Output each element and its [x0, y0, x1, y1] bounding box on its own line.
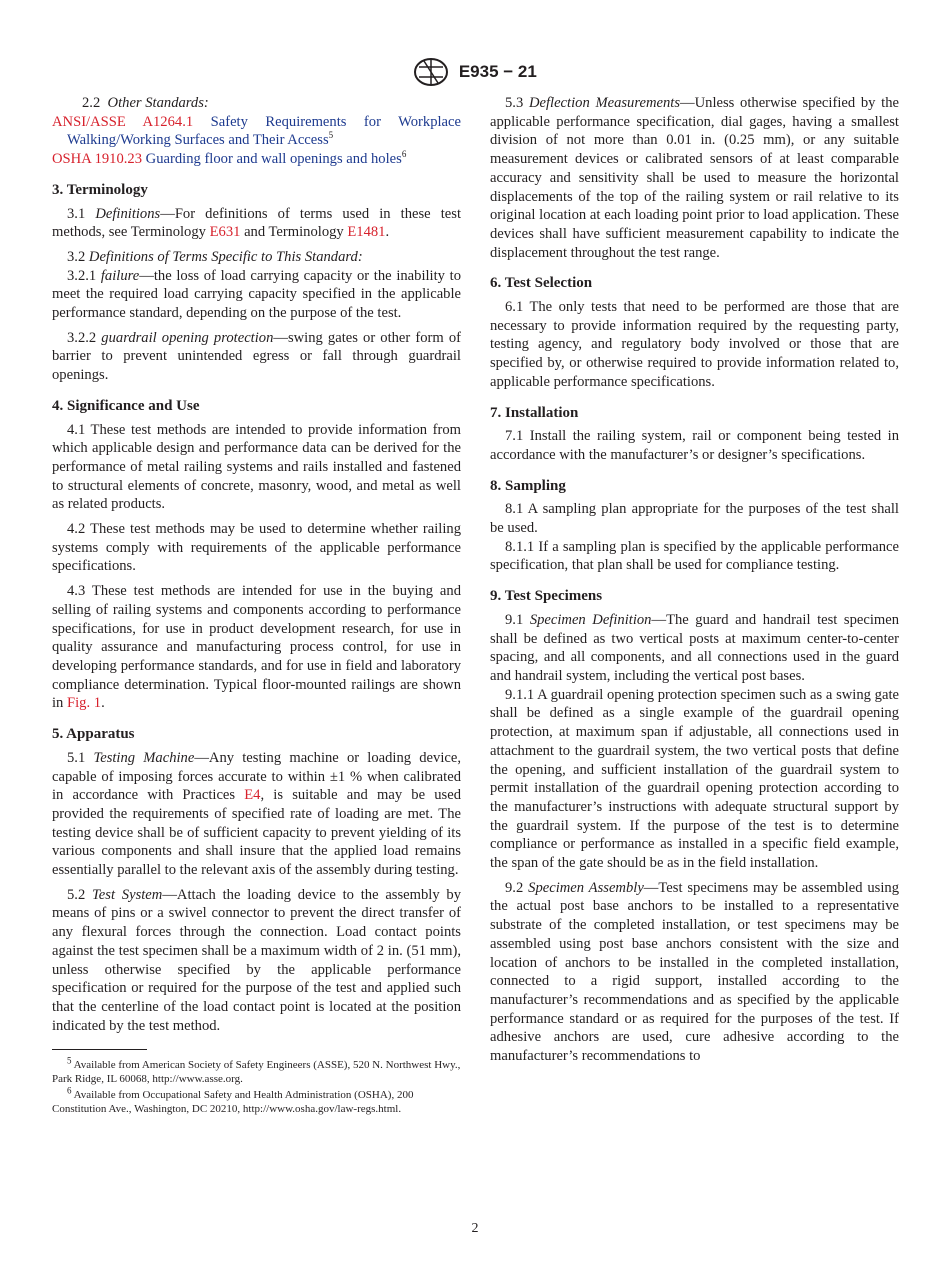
paragraph-8-1-1: 8.1.1 If a sampling plan is specified by the applicable performance specification, that plan shall be used for compliance testing.: [490, 538, 899, 574]
paragraph-5-2: 5.2 Test System—Attach the loading device to the assembly by means of pins or a swivel connector to prevent the direct transfer of any flexural forces through the connection. Load contact points against the test specimen shall be a maximum width of 2 in. (51 mm), unless otherwise specified by the applicable performance specification or required for the purpose of the test and applied such that the centerline of the load contact point is located at the position indicated by the test method.: [52, 886, 461, 1034]
link-e4[interactable]: E4: [244, 787, 261, 804]
paragraph-4-1: 4.1 These test methods are intended to provide information from which applicable design and performance data can be derived for the performance of metal railing systems and rails installed and fastened to structural elements of concrete, masonry, wood, and metal as well as related products.: [52, 421, 461, 513]
footnote-5: $^5$ Available from American Society of Safety Engineers (ASSE), 520 N. Northwest Hwy., Park Ridge, IL 60068, http://www.asse.org.: [52, 1055, 461, 1086]
section-7-heading: 7. Installation: [490, 404, 579, 421]
osha-reference[interactable]: OSHA 1910.23 Guarding floor and wall openings and holes$^6$: [52, 149, 407, 168]
paragraph-9-2: 9.2 Specimen Assembly—Test specimens may be assembled using the actual post base anchors to be installed to a representative substrate of the completed installation, or test specimens may be assembled using post base anchors consistent with the size and location of anchors to be installed in the completed installation, connected to a rigid support, installed according to the manufacturer’s recommendations and as specified by the applicable performance standard or as required for the purposes of the test. If adhesive anchors are used, cure adhesive according to the manufacturer’s recommendations to: [490, 879, 899, 1065]
paragraph-5-1: 5.1 Testing Machine—Any testing machine or loading device, capable of imposing forces accurate to within ±1 % when calibrated in accordance with Practices E4, is suitable and may be used provided the requirements of specified rate of loading are met. The testing device shall be of sufficient capacity to prevent yielding of its various components and shall insure that the applied load remains essentially parallel to the relevant axis of the assembly during testing.: [52, 749, 461, 879]
paragraph-4-2: 4.2 These test methods may be used to determine whether railing systems comply with requirements of the applicable performance specifications.: [52, 521, 461, 575]
paragraph-8-1: 8.1 A sampling plan appropriate for the purposes of the test shall be used.: [490, 501, 899, 537]
section-8-heading: 8. Sampling: [490, 477, 566, 494]
section-6-heading: 6. Test Selection: [490, 275, 593, 292]
section-5-heading: 5. Apparatus: [52, 726, 135, 743]
page-number: 2: [471, 1221, 479, 1236]
section-3-heading: 3. Terminology: [52, 181, 148, 198]
astm-logo: [413, 57, 449, 87]
right-column: [490, 94, 899, 1072]
paragraph-9-1-1: 9.1.1 A guardrail opening protection specimen such as a swing gate shall be defined as a single example of the guardrail opening protection, at maximum span if adjustable, all connections used in attachment to the guardrail system, the two vertical posts that define the opening, and sufficient installation of the guardrail system to permit installation of the guardrail opening protection according to the manufacturer’s instructions with adequate structural support by the guardrail system. If the purpose of the test is to determine compliance or performance as installed in a specific field example, the span of the gate should be as in the field installation.: [490, 686, 899, 872]
section-2-2: 2.2 Other Standards:: [82, 95, 209, 111]
link-e631[interactable]: E631: [209, 224, 241, 241]
paragraph-9-1: 9.1 Specimen Definition—The guard and handrail test specimen shall be defined as two vertical posts at maximum center-to-center spacing, and all components, and all connections used in the guard and handrail system, including the vertical post bases.: [490, 611, 900, 684]
document-id: E935 − 21: [458, 61, 537, 81]
left-column: [52, 94, 461, 1118]
paragraph-5-3: 5.3 Deflection Measurements—Unless otherwise specified by the applicable performance specification, dial gages, having a smallest division of not more than 0.01 in. (0.25 mm), or any suitable measurement devices or calibrated sensors of at least comparable accuracy and sensitivity shall be used to measure the horizontal displacements of the top of the railing system or rail relative to its original location at each loading point prior to load application. These devices shall have sufficient measurement capability to indicate the displacement throughout the test range.: [490, 95, 899, 261]
paragraph-3-2: 3.2 Definitions of Terms Specific to This Standard:: [67, 248, 363, 265]
link-fig-1[interactable]: Fig. 1: [67, 695, 102, 712]
link-e1481[interactable]: E1481: [347, 224, 386, 241]
paragraph-3-2-1: 3.2.1 failure—the loss of load carrying capacity or the inability to meet the required load carrying capacity specified in the applicable performance standard, depending on the purpose of the test.: [52, 267, 461, 322]
paragraph-7-1: 7.1 Install the railing system, rail or component being tested in accordance with the manufacturer’s or designer’s specifications.: [490, 428, 899, 463]
paragraph-4-3: 4.3 These test methods are intended for use in the buying and selling of railing systems and components according to performance specifications, for use in product development research, for use in quality assurance and manufacturing process control, for use in developing performance standards, and for use in field and laboratory compliance determination. Typical floor-mounted railings are shown in Fig. 1.: [52, 583, 461, 712]
page-header: [0, 57, 950, 87]
paragraph-3-2-2: 3.2.2 guardrail opening protection—swing gates or other form of barrier to prevent unintended egress or fall through guardrail openings.: [52, 329, 461, 384]
footnote-6: $^6$ Available from Occupational Safety and Health Administration (OSHA), 200 Constitution Ave., Washington, DC 20210, http://www.osha.gov/law-regs.html.: [52, 1085, 414, 1116]
ansi-reference[interactable]: ANSI/ASSE A1264.1 Safety Requirements for Workplace Walking/Working Surfaces and Their Access$^5$: [52, 113, 461, 149]
section-9-heading: 9. Test Specimens: [490, 588, 603, 605]
paragraph-6-1: 6.1 The only tests that need to be performed are those that are necessary to provide information required by the requesting party, testing agency, and regulatory body involved or those that are specified by, or otherwise required to provide information related to, applicable performance specifications.: [490, 299, 899, 390]
footnote-divider: [52, 1049, 147, 1050]
section-4-heading: 4. Significance and Use: [52, 397, 200, 414]
paragraph-3-1: 3.1 Definitions—For definitions of terms used in these test methods, see Terminology E631 and Terminology E1481.: [52, 205, 462, 241]
